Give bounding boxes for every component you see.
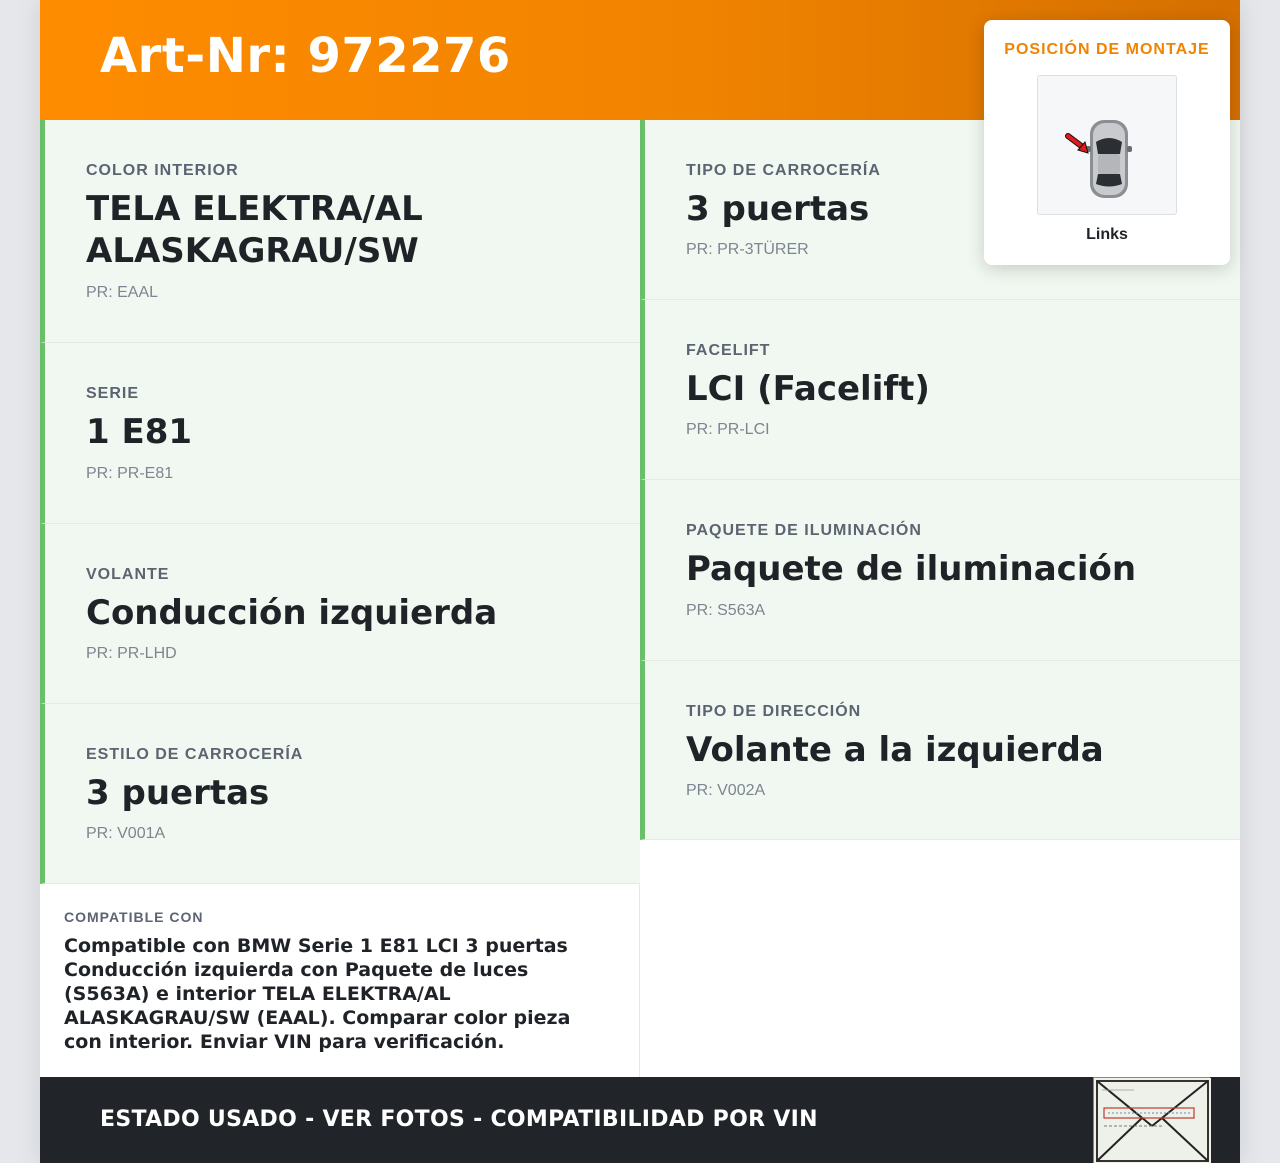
spec-pr-code: PR: V001A (86, 825, 166, 842)
spec-cell-serie (40, 343, 640, 524)
spec-label: COLOR INTERIOR (86, 162, 239, 179)
compatibility-label: COMPATIBLE CON (64, 909, 204, 925)
page-title: Art-Nr: 972276 (100, 28, 511, 84)
spec-label: TIPO DE DIRECCIÓN (686, 703, 862, 720)
spec-value: 3 puertas (686, 189, 870, 229)
spec-value: Volante a la izquierda (686, 730, 1104, 770)
spec-cell-color-interior (40, 120, 640, 343)
spec-value: Paquete de iluminación (686, 549, 1137, 589)
spec-pr-code: PR: PR-LCI (686, 421, 770, 438)
spec-label: FACELIFT (686, 342, 771, 359)
spec-value: LCI (Facelift) (686, 369, 930, 409)
spec-cell-facelift (640, 300, 1240, 480)
spec-label: VOLANTE (86, 566, 170, 583)
spec-label: TIPO DE CARROCERÍA (686, 162, 881, 179)
spec-pr-code: PR: PR-E81 (86, 465, 174, 482)
mounting-position-panel (984, 20, 1230, 265)
spec-pr-code: PR: S563A (686, 602, 766, 619)
spec-label: SERIE (86, 385, 140, 402)
spec-label: PAQUETE DE ILUMINACIÓN (686, 522, 922, 539)
footer-status-text: ESTADO USADO - VER FOTOS - COMPATIBILIDAD POR VIN (100, 1107, 818, 1132)
spec-pr-code: PR: PR-3TÜRER (686, 241, 809, 258)
envelope-icon[interactable] (1093, 1077, 1210, 1163)
mounting-position-caption: Links (1086, 226, 1128, 243)
spec-pr-code: PR: EAAL (86, 284, 159, 301)
spec-pr-code: PR: PR-LHD (86, 645, 177, 662)
spec-cell-paquete-iluminacion (640, 480, 1240, 661)
spec-cell-tipo-direccion (640, 661, 1240, 840)
spec-value: TELA ELEKTRA/AL ALASKAGRAU/SW (86, 189, 423, 271)
spec-cell-estilo-carroceria (40, 704, 640, 884)
spec-pr-code: PR: V002A (686, 782, 766, 799)
car-top-view-icon (1037, 75, 1177, 215)
mounting-position-title: POSICIÓN DE MONTAJE (1004, 41, 1210, 58)
footer-bar (40, 1077, 1240, 1163)
spec-cell-volante (40, 524, 640, 704)
compatibility-text: Compatible con BMW Serie 1 E81 LCI 3 puertas Conducción izquierda con Paquete de luces (S563A) e interior TELA ELEKTRA/AL ALASKAGRAU/SW (EAAL). Comparar color pieza con interior. Enviar VIN para verificación. (64, 935, 571, 1053)
compatibility-section (40, 884, 640, 1077)
spec-label: ESTILO DE CARROCERÍA (86, 746, 304, 763)
spec-value: 3 puertas (86, 773, 270, 813)
spec-value: 1 E81 (86, 412, 193, 452)
spec-value: Conducción izquierda (86, 593, 498, 633)
